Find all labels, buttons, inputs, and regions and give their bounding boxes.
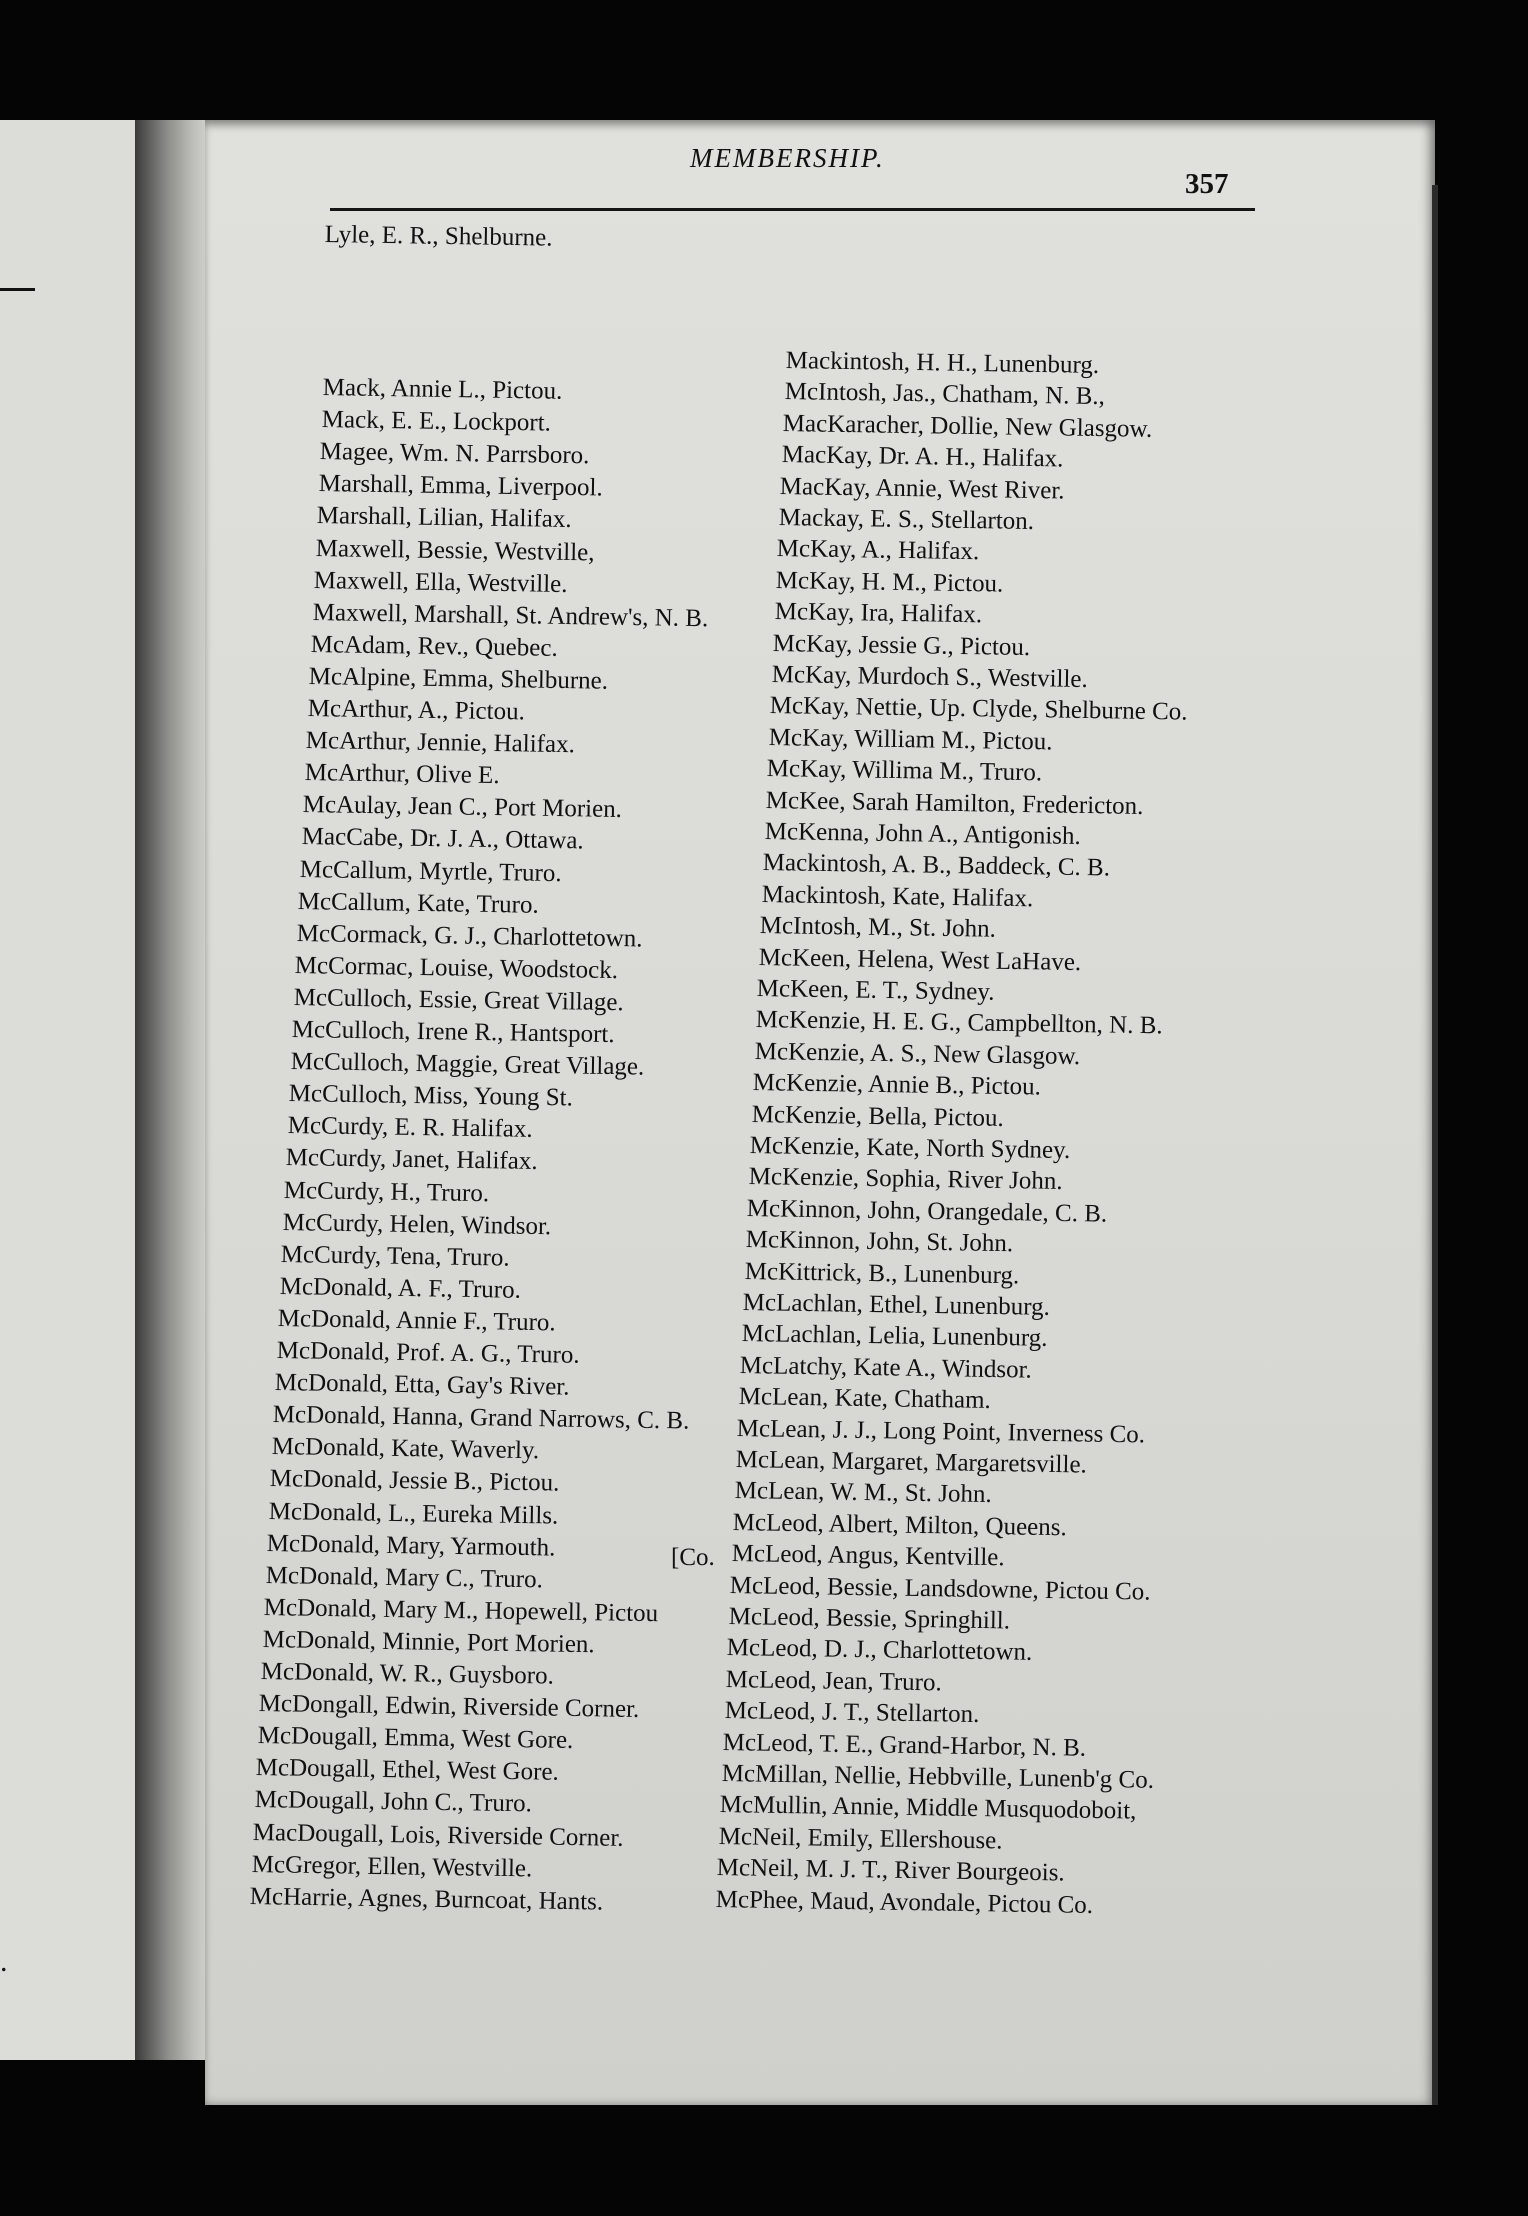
- left-entry: McDonald, L., Eureka Mills.: [268, 1497, 559, 1530]
- facing-page-edge: [0, 120, 135, 2060]
- right-entry: McKittrick, B., Lunenburg.: [744, 1257, 1020, 1289]
- header-rule: [330, 208, 1255, 211]
- facing-page-period: .: [0, 1945, 8, 1978]
- right-entry: McKenzie, Annie B., Pictou.: [752, 1069, 1042, 1101]
- right-entry: McPhee, Maud, Avondale, Pictou Co.: [715, 1885, 1094, 1919]
- left-entry: McCulloch, Miss, Young St.: [288, 1080, 574, 1112]
- right-entry: McLeod, Jean, Truro.: [725, 1665, 942, 1697]
- right-entry: MacKay, Annie, West River.: [779, 472, 1066, 505]
- left-entry: McArthur, Jennie, Halifax.: [305, 727, 576, 759]
- right-entry: McLean, J. J., Long Point, Inverness Co.: [737, 1414, 1146, 1449]
- right-entry: McKay, A., Halifax.: [777, 535, 980, 566]
- right-entry: McLean, Margaret, Margaretsville.: [735, 1446, 1088, 1479]
- left-entry: Marshall, Lilian, Halifax.: [316, 502, 572, 534]
- right-entry: Mackay, E. S., Stellarton.: [778, 504, 1035, 536]
- right-entry: McKinnon, John, St. John.: [745, 1226, 1014, 1258]
- right-entry: McLeod, Albert, Milton, Queens.: [732, 1508, 1068, 1542]
- right-entry: McLeod, T. E., Grand-Harbor, N. B.: [722, 1728, 1087, 1762]
- left-entry: Maxwell, Ella, Westville.: [313, 566, 568, 598]
- facing-page-rule: [0, 288, 35, 291]
- right-entry: McKenzie, Bella, Pictou.: [751, 1100, 1004, 1132]
- left-entry: Maxwell, Marshall, St. Andrew's, N. B.: [312, 598, 708, 632]
- right-entry: McLean, W. M., St. John.: [734, 1477, 992, 1509]
- left-entry: McHarrie, Agnes, Burncoat, Hants.: [249, 1882, 604, 1916]
- right-entry: McLeod, D. J., Charlottetown.: [727, 1634, 1033, 1667]
- left-entry: McCurdy, Tena, Truro.: [280, 1240, 511, 1272]
- right-entry: Mackintosh, A. B., Baddeck, C. B.: [762, 849, 1111, 882]
- left-entry: McDonald, Mary M., Hopewell, Pictou: [263, 1593, 659, 1627]
- left-entry: McDougall, Emma, West Gore.: [257, 1722, 574, 1755]
- right-entry: McLachlan, Lelia, Lunenburg.: [741, 1320, 1048, 1353]
- co-continuation: [Co.: [671, 1544, 715, 1571]
- right-entry: McLeod, Angus, Kentville.: [731, 1540, 1005, 1572]
- left-entry: Marshall, Emma, Liverpool.: [318, 470, 603, 502]
- right-entry: McMullin, Annie, Middle Musquodoboit,: [719, 1791, 1137, 1825]
- right-entry: McKee, Sarah Hamilton, Fredericton.: [765, 786, 1144, 820]
- right-entry: McKay, Jessie G., Pictou.: [772, 629, 1031, 661]
- left-entry: McDonald, Jessie B., Pictou.: [269, 1465, 560, 1497]
- right-entry: MacKaracher, Dollie, New Glasgow.: [782, 409, 1153, 443]
- left-entry: McCulloch, Irene R., Hantsport.: [291, 1016, 616, 1049]
- left-entry: McDougall, John C., Truro.: [254, 1786, 532, 1818]
- right-entry: McLean, Kate, Chatham.: [738, 1383, 991, 1415]
- left-entry: McDongall, Edwin, Riverside Corner.: [258, 1690, 640, 1724]
- left-entry: McCurdy, Janet, Halifax.: [285, 1144, 538, 1176]
- page-number: 357: [1185, 168, 1229, 200]
- left-entry: McArthur, A., Pictou.: [307, 695, 525, 726]
- right-entry: McMillan, Nellie, Hebbville, Lunenb'g Co.: [721, 1760, 1154, 1794]
- right-entry: McKenzie, H. E. G., Campbellton, N. B.: [755, 1006, 1163, 1040]
- left-entry: McAulay, Jean C., Port Morien.: [302, 791, 623, 824]
- left-entry: McDonald, Prof. A. G., Truro.: [276, 1337, 580, 1369]
- left-entry: McDonald, Minnie, Port Morien.: [262, 1625, 595, 1659]
- right-entry: McKay, Nettie, Up. Clyde, Shelburne Co.: [769, 692, 1188, 726]
- left-entry: McDonald, Etta, Gay's River.: [274, 1369, 570, 1401]
- left-entry: McDonald, W. R., Guysboro.: [260, 1658, 554, 1690]
- left-entry: McDonald, Mary C., Truro.: [265, 1561, 543, 1594]
- right-entry: McKenzie, Sophia, River John.: [748, 1163, 1063, 1196]
- right-entry: McKay, Ira, Halifax.: [774, 598, 982, 629]
- left-entry: McCulloch, Maggie, Great Village.: [290, 1048, 645, 1081]
- right-entry: McNeil, Emily, Ellershouse.: [718, 1822, 1003, 1855]
- left-entry: MacCabe, Dr. J. A., Ottawa.: [301, 823, 584, 855]
- left-entry: McDonald, Kate, Waverly.: [271, 1433, 540, 1465]
- left-entry: McCallum, Myrtle, Truro.: [299, 855, 562, 887]
- left-entry: McGregor, Ellen, Westville.: [251, 1850, 533, 1882]
- right-entry: McIntosh, M., St. John.: [759, 912, 997, 943]
- right-entry: McKay, Murdoch S., Westville.: [771, 661, 1088, 693]
- right-entry: McKay, Willima M., Truro.: [767, 755, 1043, 787]
- left-entry: McCurdy, E. R. Halifax.: [287, 1112, 533, 1144]
- left-entry: McCormac, Louise, Woodstock.: [294, 951, 619, 984]
- left-entry: McCurdy, Helen, Windsor.: [282, 1208, 552, 1240]
- left-entry: McDonald, A. F., Truro.: [279, 1272, 521, 1304]
- right-entry: McKenzie, A. S., New Glasgow.: [754, 1037, 1080, 1070]
- left-entry: McCormack, G. J., Charlottetown.: [296, 919, 643, 953]
- right-entry: McKay, William M., Pictou.: [768, 723, 1053, 756]
- right-entry: McNeil, M. J. T., River Bourgeois.: [717, 1854, 1066, 1887]
- left-entry: Mack, E. E., Lockport.: [321, 406, 551, 437]
- left-entry: McDonald, Mary, Yarmouth.: [266, 1529, 556, 1562]
- right-entry: McLeod, Bessie, Landsdowne, Pictou Co.: [729, 1571, 1152, 1606]
- right-entry: McKeen, Helena, West LaHave.: [758, 943, 1082, 976]
- right-entry: Mackintosh, Kate, Halifax.: [761, 880, 1034, 913]
- right-entry: McKinnon, John, Orangedale, C. B.: [747, 1194, 1108, 1228]
- left-entry: Maxwell, Bessie, Westville,: [315, 534, 595, 566]
- right-entry: McLeod, J. T., Stellarton.: [724, 1697, 980, 1729]
- right-entry: McKenna, John A., Antigonish.: [764, 818, 1081, 850]
- right-entry: McKenzie, Kate, North Sydney.: [749, 1132, 1071, 1165]
- left-entry: McAdam, Rev., Quebec.: [310, 630, 558, 662]
- running-title: MEMBERSHIP.: [690, 143, 885, 173]
- right-entry: Mackintosh, H. H., Lunenburg.: [785, 347, 1100, 379]
- page-edge-shadow: [1432, 185, 1438, 2105]
- right-entry: McIntosh, Jas., Chatham, N. B.,: [784, 378, 1105, 411]
- left-entry: McArthur, Olive E.: [304, 759, 500, 790]
- left-entry: McDonald, Annie F., Truro.: [277, 1304, 556, 1337]
- right-entry: McLatchy, Kate A., Windsor.: [739, 1351, 1033, 1384]
- right-entry: MacKay, Dr. A. H., Halifax.: [781, 441, 1064, 473]
- left-entry: MacDougall, Lois, Riverside Corner.: [252, 1818, 624, 1852]
- right-entry: McLeod, Bessie, Springhill.: [728, 1603, 1011, 1635]
- right-entry: McKay, H. M., Pictou.: [775, 566, 1004, 598]
- right-entry: McLachlan, Ethel, Lunenburg.: [742, 1289, 1051, 1321]
- left-entry: McAlpine, Emma, Shelburne.: [308, 662, 609, 695]
- left-entry: McCulloch, Essie, Great Village.: [293, 983, 624, 1017]
- left-entry: McCurdy, H., Truro.: [283, 1176, 490, 1207]
- left-entry: Mack, Annie L., Pictou.: [323, 374, 563, 405]
- left-entry: McDougall, Ethel, West Gore.: [255, 1754, 560, 1787]
- right-entry: McKeen, E. T., Sydney.: [757, 975, 996, 1006]
- book-gutter: [135, 120, 207, 2060]
- left-entry: Lyle, E. R., Shelburne.: [324, 221, 553, 252]
- left-entry: McDonald, Hanna, Grand Narrows, C. B.: [273, 1401, 690, 1435]
- left-entry: Magee, Wm. N. Parrsboro.: [319, 438, 590, 470]
- left-entry: McCallum, Kate, Truro.: [298, 887, 540, 919]
